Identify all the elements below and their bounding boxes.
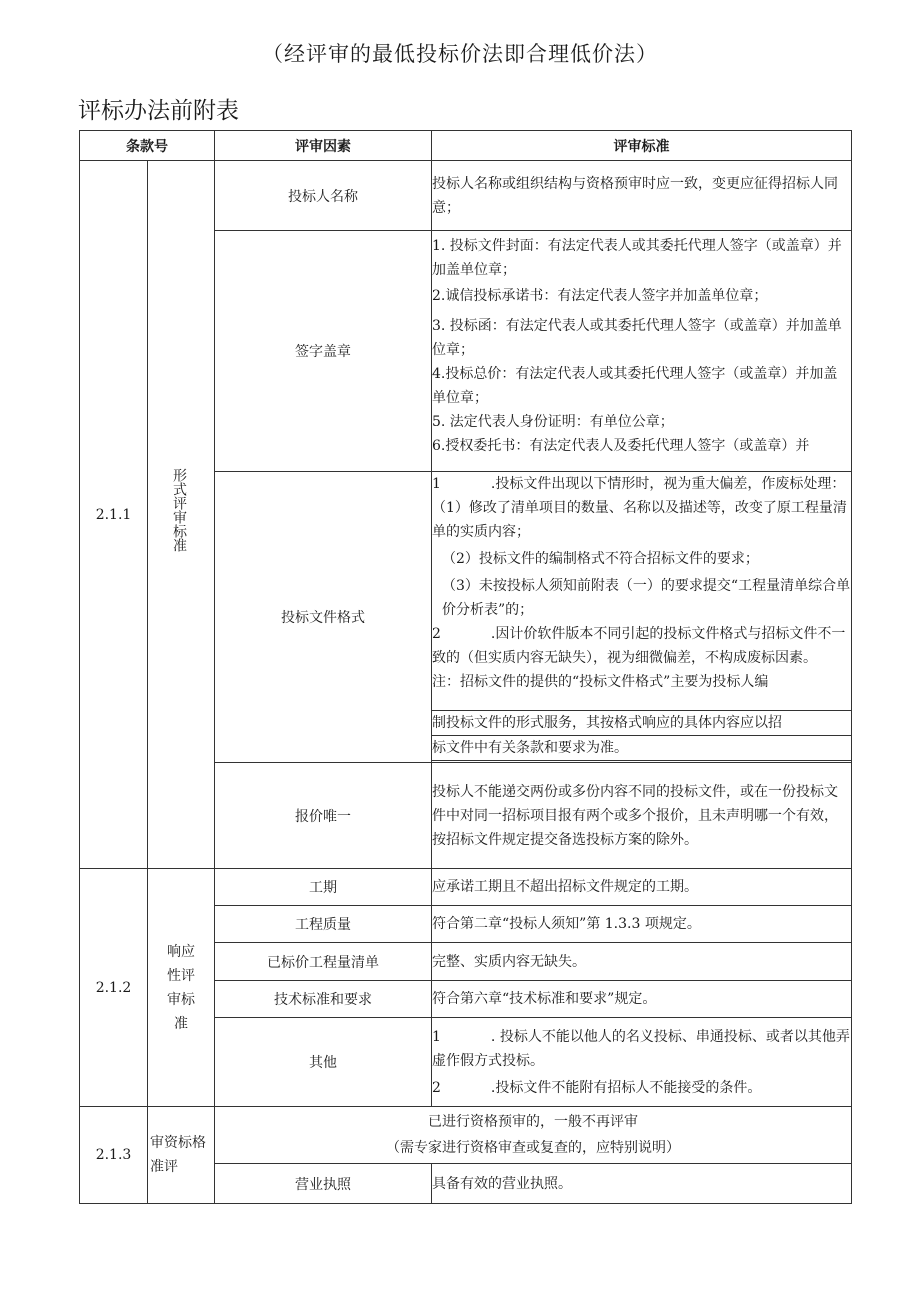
note-line: 制投标文件的形式服务，其按格式响应的具体内容应以招 (432, 710, 851, 735)
list-item: 5. 法定代表人身份证明：有单位公章； (432, 413, 674, 430)
document-subtitle: （经评审的最低投标价法即合理低价法） (262, 42, 658, 66)
list-item: 2.诚信投标承诺书：有法定代表人签字并加盖单位章； (432, 287, 768, 304)
list-item (432, 622, 851, 670)
table-row (80, 161, 852, 231)
item-number: 1 (432, 1028, 441, 1045)
item-text: .因计价软件版本不同引起的投标文件格式与招标文件不一致的（但实质内容无缺失），视为细微偏差，不构成废标因素。 (432, 626, 846, 666)
list-item (432, 1076, 851, 1100)
list-item: 4.投标总价：有法定代表人或其委托代理人签字（或盖章）并加盖单位章； (432, 365, 838, 406)
clause-number: 2.1.1 (80, 161, 148, 869)
list-item (432, 1025, 851, 1073)
standard-text: 投标人名称或组织结构与资格预审时应一致，变更应征得招标人同意； (432, 175, 838, 216)
list-item: （2）投标文件的编制格式不符合招标文件的要求； (442, 551, 759, 567)
table-header-row (80, 131, 852, 161)
item-number: 1 (432, 476, 441, 492)
table-heading: 评标办法前附表 (78, 98, 239, 124)
factor-cell: 投标人名称 (215, 161, 432, 231)
standard-cell: 具备有效的营业执照。 (432, 1164, 852, 1204)
item-text: .投标文件不能附有招标人不能接受的条件。 (490, 1079, 762, 1096)
signature-list (432, 234, 851, 469)
factor-cell: 已标价工程量清单 (215, 943, 432, 981)
standard-cell: 应承诺工期且不超出招标文件规定的工期。 (432, 869, 852, 906)
merged-note-line: （需专家进行资格审查或复查的，应特别说明） (386, 1140, 680, 1156)
list-item: 1. 投标文件封面：有法定代表人或其委托代理人签字（或盖章）并加盖单位章； (432, 237, 842, 278)
standard-cell (432, 161, 852, 231)
clause-category (148, 161, 215, 869)
merged-note-cell (215, 1107, 852, 1164)
factor-cell: 其他 (215, 1018, 432, 1107)
category-label: 审资标格准评 (150, 1135, 206, 1175)
standard-text: 投标人不能递交两份或多份内容不同的投标文件，或在一份投标文件中对同一招标项目报有两个或多个报价，且未声明哪一个有效，按招标文件规定提交备选投标方案的除外。 (432, 783, 838, 848)
item-text: . 投标人不能以他人的名义投标、串通投标、或者以其他弄虚作假方式投标。 (432, 1028, 850, 1069)
clause-category (148, 1107, 215, 1204)
factor-cell: 签字盖章 (215, 231, 432, 472)
factor-cell: 报价唯一 (215, 763, 432, 869)
standard-cell (432, 231, 852, 472)
standard-cell (432, 472, 852, 763)
standard-cell: 符合第二章“投标人须知”第 1.3.3 项规定。 (432, 906, 852, 943)
factor-cell: 投标文件格式 (215, 472, 432, 763)
table-row (80, 869, 852, 906)
list-item: 3. 投标函：有法定代表人或其委托代理人签字（或盖章）并加盖单位章； (432, 317, 842, 358)
factor-cell: 工期 (215, 869, 432, 906)
note-line: 标文件中有关条款和要求为准。 (432, 735, 851, 761)
header-standard: 评审标准 (432, 131, 852, 161)
evaluation-table (79, 130, 852, 1204)
merged-note-line: 已进行资格预审的，一般不再评审 (428, 1114, 638, 1130)
list-item: （3）未按投标人须知前附表（一）的要求提交“工程量清单综合单价分析表”的； (442, 578, 851, 618)
table-row (80, 1107, 852, 1164)
factor-cell: 技术标准和要求 (215, 981, 432, 1018)
factor-cell: 营业执照 (215, 1164, 432, 1204)
standard-cell: 完整、实质内容无缺失。 (432, 943, 852, 981)
clause-number: 2.1.2 (80, 869, 148, 1107)
clause-category (148, 869, 215, 1107)
list-item (432, 472, 851, 544)
category-label: 形式评审标准 (171, 468, 187, 552)
category-label: 响应性评审标准 (167, 943, 195, 1032)
standard-cell (432, 1018, 852, 1107)
format-rules (432, 472, 851, 710)
item-text: .投标文件出现以下情形时，视为重大偏差，作废标处理：（1）修改了清单项目的数量、名称以及描述等，改变了原工程量清单的实质内容； (432, 476, 847, 540)
note-text: 注：招标文件的提供的“投标文件格式”主要为投标人编 (432, 674, 769, 690)
header-clause: 条款号 (80, 131, 215, 161)
factor-cell: 工程质量 (215, 906, 432, 943)
item-number: 2 (432, 1079, 441, 1096)
standard-cell: 符合第六章“技术标准和要求”规定。 (432, 981, 852, 1018)
standard-cell (432, 763, 852, 869)
header-factor: 评审因素 (215, 131, 432, 161)
list-item: 6.授权委托书：有法定代表人及委托代理人签字（或盖章）并 (432, 437, 810, 454)
clause-number: 2.1.3 (80, 1107, 148, 1204)
item-number: 2 (432, 626, 441, 642)
